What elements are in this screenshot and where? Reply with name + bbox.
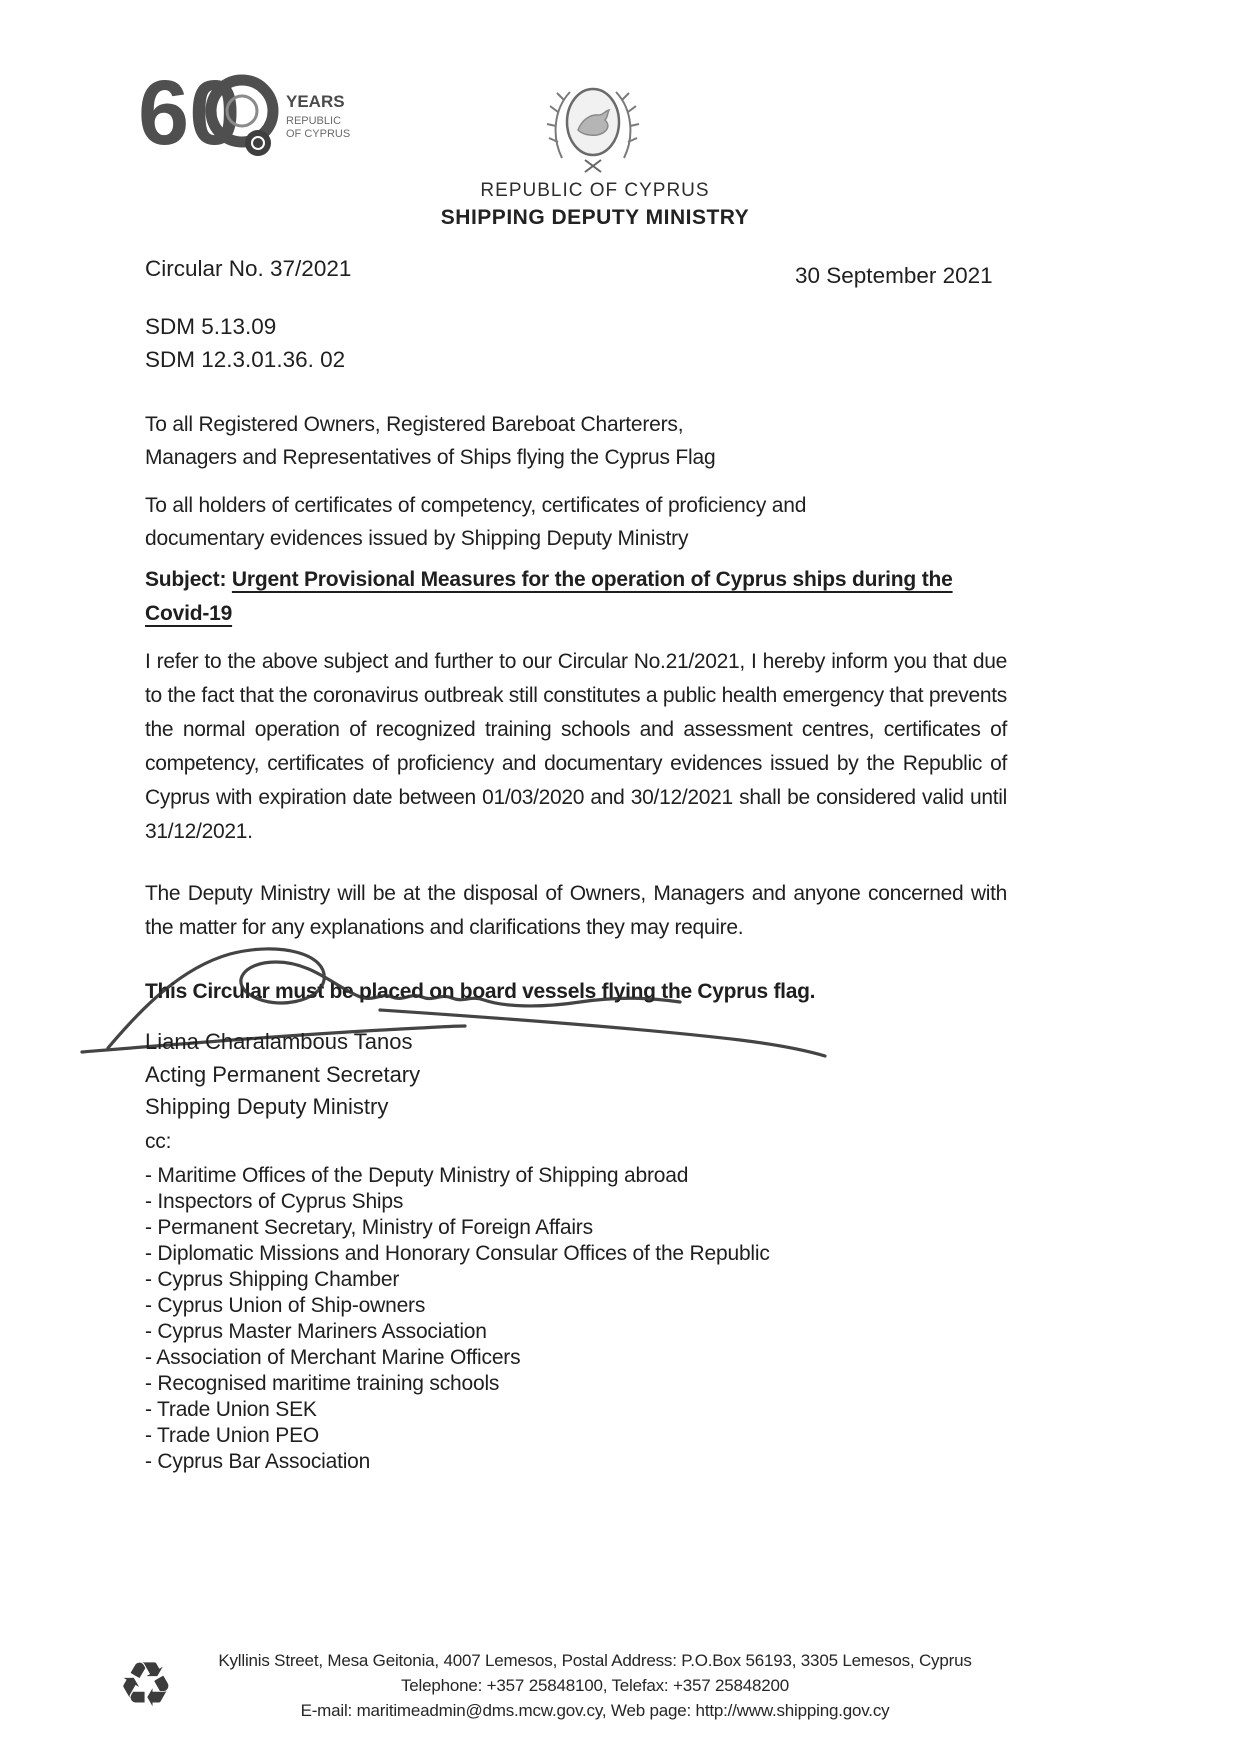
letter-date: 30 September 2021	[795, 263, 993, 288]
of-cyprus-label: OF CYPRUS	[286, 128, 351, 140]
cc-item: - Cyprus Union of Ship-owners	[145, 1294, 426, 1317]
recycle-icon: ♻	[118, 1651, 174, 1720]
cc-item: - Maritime Offices of the Deputy Ministry of Shipping abroad	[145, 1164, 689, 1187]
cc-item: - Cyprus Master Mariners Association	[145, 1320, 487, 1343]
reference-sdm-2: SDM 12.3.01.36. 02	[145, 347, 346, 372]
crossed-stems-icon	[585, 160, 601, 172]
recipients-line: To all holders of certificates of competency, certificates of proficiency and	[145, 494, 807, 517]
cc-item: - Trade Union PEO	[145, 1424, 320, 1447]
board-notice: This Circular must be placed on board vessels flying the Cyprus flag.	[145, 980, 816, 1003]
cc-list	[145, 1130, 770, 1475]
cc-item: - Diplomatic Missions and Honorary Consular Offices of the Republic	[145, 1242, 770, 1265]
years-label: YEARS	[286, 92, 345, 111]
cc-item: - Inspectors of Cyprus Ships	[145, 1190, 404, 1213]
signer-name: Liana Charalambous Tanos	[145, 1029, 413, 1054]
cc-item: - Cyprus Bar Association	[145, 1450, 371, 1473]
footer-email: E-mail: maritimeadmin@dms.mcw.gov.cy, Web page: http://www.shipping.gov.cy	[300, 1701, 890, 1720]
republic-label: REPUBLIC	[286, 115, 342, 127]
recipients-line: Managers and Representatives of Ships flying the Cyprus Flag	[145, 446, 716, 469]
subject-text: Urgent Provisional Measures for the operation of Cyprus ships during the Covid-19	[145, 568, 953, 625]
footer-contact-block	[0, 1648, 1190, 1723]
cc-item: - Recognised maritime training schools	[145, 1372, 500, 1395]
cc-item: - Permanent Secretary, Ministry of Foreign Affairs	[145, 1216, 593, 1239]
cc-label: cc:	[145, 1130, 172, 1153]
sixty-number: 60	[138, 64, 241, 159]
footer-phone: Telephone: +357 25848100, Telefax: +357 25848200	[400, 1676, 790, 1695]
subject-line	[145, 563, 1017, 631]
cc-item: - Association of Merchant Marine Officers	[145, 1346, 521, 1369]
signer-title-2: Shipping Deputy Ministry	[145, 1094, 389, 1119]
republic-title: REPUBLIC OF CYPRUS	[480, 180, 710, 201]
ministry-title: SHIPPING DEPUTY MINISTRY	[440, 206, 750, 229]
reference-block	[145, 310, 345, 376]
recipients-line: documentary evidences issued by Shipping Deputy Ministry	[145, 527, 689, 550]
footer-address: Kyllinis Street, Mesa Geitonia, 4007 Lemesos, Postal Address: P.O.Box 56193, 3305 Lemesos, Cyprus	[218, 1651, 972, 1670]
subject-label: Subject:	[145, 568, 227, 591]
sixty-years-anniversary-logo	[138, 64, 353, 159]
cc-item: - Trade Union SEK	[145, 1398, 317, 1421]
recipients-block-1	[145, 408, 715, 474]
cc-item: - Cyprus Shipping Chamber	[145, 1268, 400, 1291]
body-paragraph-1: I refer to the above subject and further to our Circular No.21/2021, I hereby inform you that due to the fact that the coronavirus outbreak still constitutes a public health emergency that prevents the normal operation of recognized training schools and assessment centres, certificates of competency, certificates of proficiency and documentary evidences issued by the Republic of Cyprus with expiration date between 01/03/2020 and 30/12/2021 shall be considered valid until 31/12/2021.	[145, 650, 1007, 843]
cyprus-coat-of-arms-icon	[538, 78, 648, 178]
body-paragraph-2: The Deputy Ministry will be at the disposal of Owners, Managers and anyone concerned with the matter for any explanations and clarifications they may require.	[145, 882, 1007, 939]
recipients-line: To all Registered Owners, Registered Bareboat Charterers,	[145, 413, 684, 436]
circular-number: Circular No. 37/2021	[145, 256, 352, 281]
recipients-block-2	[145, 489, 806, 555]
signer-block	[145, 1026, 420, 1124]
reference-sdm-1: SDM 5.13.09	[145, 314, 277, 339]
signer-title-1: Acting Permanent Secretary	[145, 1061, 421, 1087]
